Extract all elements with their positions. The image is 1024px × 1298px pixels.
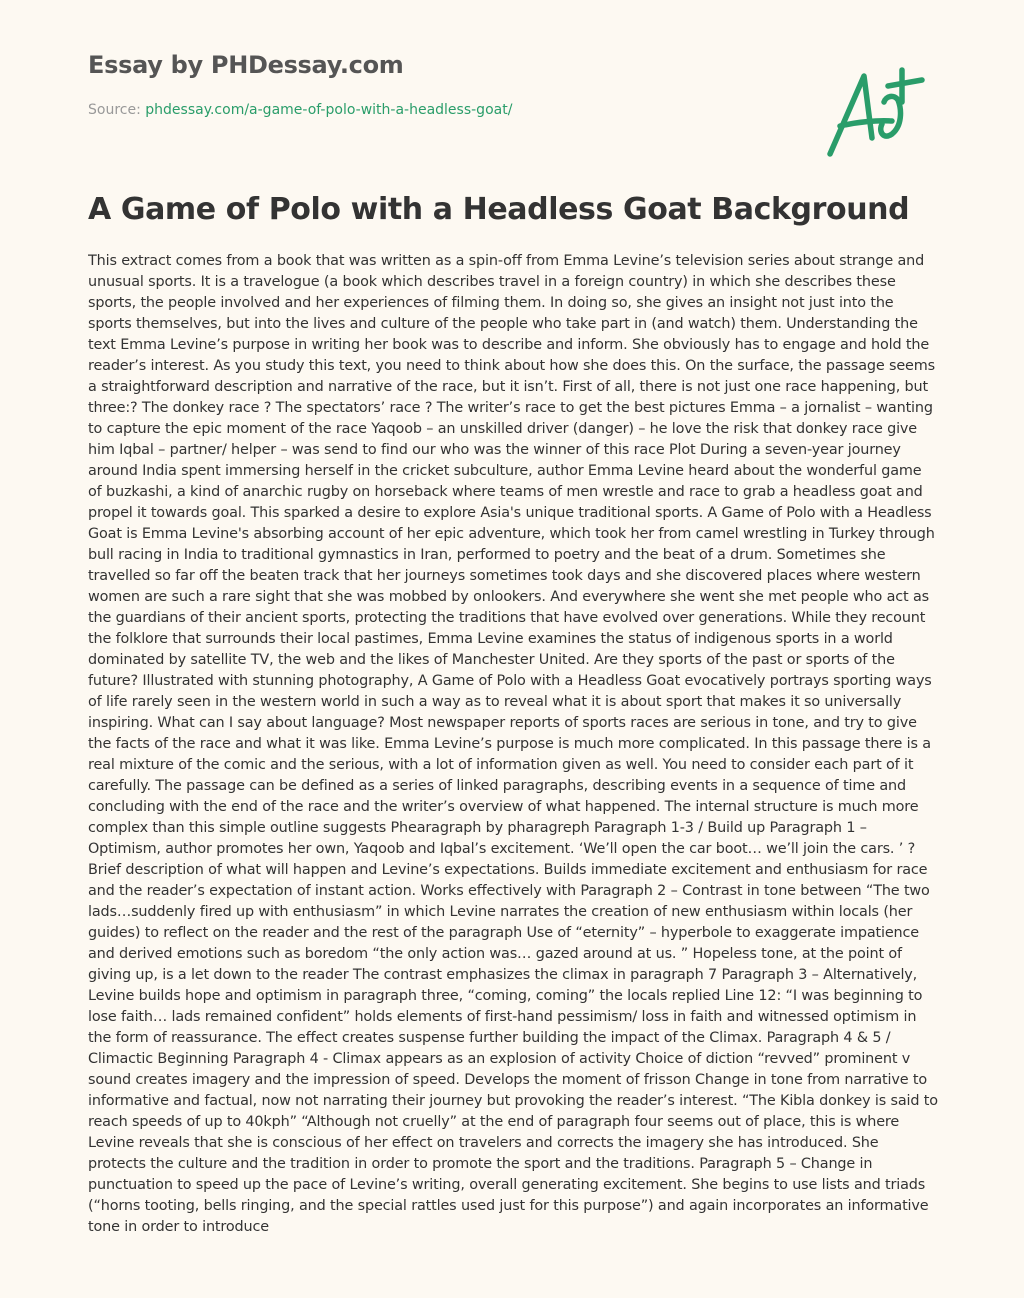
- article-body: This extract comes from a book that was written as a spin-off from Emma Levine’s television series about strange and unusual sports. It is a travelogue (a book which describes travel in a foreign country) in which she describes these sports, the people involved and her experiences of filming them. In doing so, she gives an insight not just into the sports themselves, but into the lives and culture of the people who take part in (and watch) them. Understanding the text Emma Levine’s purpose in writing her book was to describe and inform. She obviously has to engage and hold the reader’s interest. As you study this text, you need to think about how she does this. On the surface, the passage seems a straightforward description and narrative of the race, but it isn’t. First of all, there is not just one race happening, but three:? The donkey race ? The spectators’ race ? The writer’s race to get the best pictures Emma – a jornalist – wanting to capture the epic moment of the race Yaqoob – an unskilled driver (danger) – he love the risk that donkey race give him Iqbal – partner/ helper – was send to find our who was the winner of this race Plot During a seven-year journey around India spent immersing herself in the cricket subculture, author Emma Levine heard about the wonderful game of buzkashi, a kind of anarchic rugby on horseback where teams of men wrestle and race to grab a headless goat and propel it towards goal. This sparked a desire to explore Asia's unique traditional sports. A Game of Polo with a Headless Goat is Emma Levine's absorbing account of her epic adventure, which took her from camel wrestling in Turkey through bull racing in India to traditional gymnastics in Iran, performed to poetry and the beat of a drum. Sometimes she travelled so far off the beaten track that her journeys sometimes took days and she discovered places where western women are such a rare sight that she was mobbed by onlookers. And everywhere she went she met people who act as the guardians of their ancient sports, protecting the traditions that have evolved over generations. While they recount the folklore that surrounds their local pastimes, Emma Levine examines the status of indigenous sports in a world dominated by satellite TV, the web and the likes of Manchester United. Are they sports of the past or sports of the future? Illustrated with stunning photography, A Game of Polo with a Headless Goat evocatively portrays sporting ways of life rarely seen in the western world in such a way as to reveal what it is about sport that makes it so universally inspiring. What can I say about language? Most newspaper reports of sports races are serious in tone, and try to give the facts of the race and what it was like. Emma Levine’s purpose is much more complicated. In this passage there is a real mixture of the comic and the serious, with a lot of information given as well. You need to consider each part of it carefully. The passage can be defined as a series of linked paragraphs, describing events in a sequence of time and concluding with the end of the race and the writer’s overview of what happened. The internal structure is much more complex than this simple outline suggests Phearagraph by pharagreph Paragraph 1-3 / Build up Paragraph 1 – Optimism, author promotes her own, Yaqoob and Iqbal’s excitement. ‘We’ll open the car boot… we’ll join the cars. ’ ? Brief description of what will happen and Levine’s expectations. Builds immediate excitement and enthusiasm for race and the reader’s expectation of instant action. Works effectively with Paragraph 2 – Contrast in tone between “The two lads…suddenly fired up with enthusiasm” in which Levine narrates the creation of new enthusiasm within locals (her guides) to reflect on the reader and the rest of the paragraph Use of “eternity” – hyperbole to exaggerate impatience and derived emotions such as boredom “the only action was… gazed around at us. ” Hopeless tone, at the point of giving up, is a let down to the reader The contrast emphasizes the climax in paragraph 7 Paragraph 3 – Alternatively, Levine builds hope and optimism in paragraph three, “coming, coming” the locals replied Line 12: “I was beginning to lose faith… lads remained confident” holds elements of first-hand pessimism/ loss in faith and witnessed optimism in the form of reassurance. The effect creates suspense further building the impact of the Climax. Paragraph 4 & 5 / Climactic Beginning Paragraph 4 - Climax appears as an explosion of activity Choice of diction “revved” prominent v sound creates imagery and the impression of speed. Develops the moment of frisson Change in tone from narrative to informative and factual, now not narrating their journey but provoking the reader’s interest. “The Kibla donkey is said to reach speeds of up to 40kph” “Although not cruelly” at the end of paragraph four seems out of place, this is where Levine reveals that she is conscious of her effect on travelers and corrects the imagery she has introduced. She protects the culture and the tradition in order to promote the sport and the traditions. Paragraph 5 – Change in punctuation to speed up the pace of Levine’s writing, overall generating excitement. She begins to use lists and triads (“horns tooting, bells ringing, and the special rattles used just for this purpose”) and again incorporates an informative tone in order to introduce: [88, 253, 938, 1235]
- a-plus-logo-icon: [822, 66, 926, 160]
- source-link[interactable]: phdessay.com/a-game-of-polo-with-a-headless-goat/: [145, 102, 513, 118]
- site-header: [88, 48, 788, 120]
- source-label: Source:: [88, 102, 146, 118]
- page-title: A Game of Polo with a Headless Goat Background: [88, 192, 910, 227]
- site-brand[interactable]: Essay by PHDessay.com: [88, 51, 404, 79]
- source-line: [88, 100, 788, 120]
